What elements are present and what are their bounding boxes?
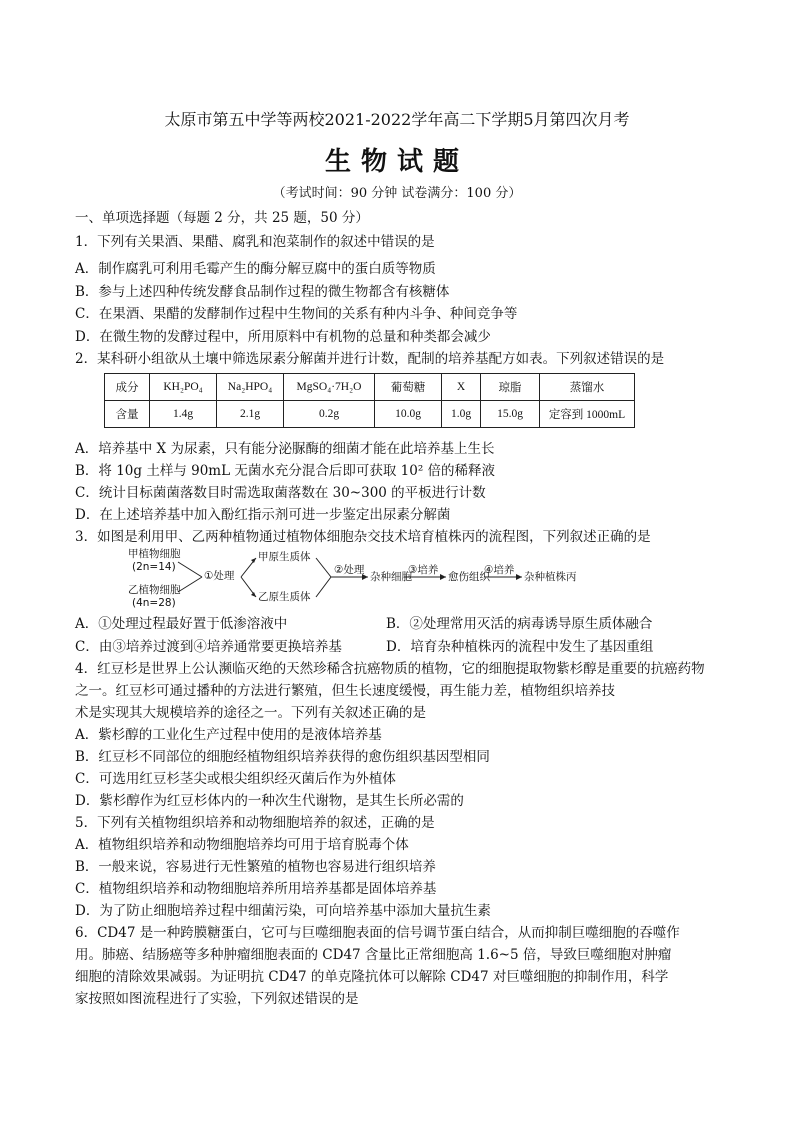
question-4-option-a: A．紫杉醇的工业化生产过程中使用的是液体培养基 (75, 727, 382, 743)
table-cell: 葡萄糖 (375, 374, 442, 401)
flowchart-arrows (128, 548, 588, 610)
table-cell: 琼脂 (481, 374, 540, 401)
table-cell: KH₂PO₄ (150, 374, 217, 401)
table-cell: 1.4g (150, 401, 217, 428)
table-cell: MgSO₄·7H₂O (284, 374, 375, 401)
exam-meta: （考试时间：90 分钟 试卷满分：100 分） (272, 186, 522, 201)
exam-title: 太原市第五中学等两校2021-2022学年高二下学期5月第四次月考 (164, 110, 630, 129)
protoplast-a-label: 甲原生质体 (258, 551, 311, 563)
question-5-option-c: C．植物组织培养和动物细胞培养所用培养基都是固体培养基 (75, 881, 437, 897)
question-4-stem-line-2: 之一。红豆杉可通过播种的方法进行繁殖，但生长速度缓慢，再生能力差，植物组织培养技 (75, 683, 615, 699)
question-5-option-d: D．为了防止细胞培养过程中细菌污染，可向培养基中添加大量抗生素 (75, 903, 491, 919)
table-cell: 成分 (105, 374, 150, 401)
table-cell: 10.0g (375, 401, 442, 428)
question-6-stem-line-2: 用。肺癌、结肠癌等多种肿瘤细胞表面的 CD47 含量比正常细胞高 1.6~5 倍，导致巨噬细胞对肿瘤 (75, 947, 672, 963)
step-3-label: ③培养 (408, 564, 439, 576)
question-1-option-d: D．在微生物的发酵过程中，所用原料中有机物的总量和种类都会减少 (75, 329, 491, 345)
plant-a-cell-label: 甲植物细胞 (128, 548, 181, 560)
question-3-option-a: A．①处理过程最好置于低渗溶液中 (75, 616, 288, 632)
step-1-label: ①处理 (204, 570, 235, 582)
question-5-option-b: B．一般来说，容易进行无性繁殖的植物也容易进行组织培养 (75, 859, 436, 875)
step-2-label: ②处理 (334, 564, 365, 576)
table-cell: 含量 (105, 401, 150, 428)
question-6-stem-line-3: 细胞的清除效果减弱。为证明抗 CD47 的单克隆抗体可以解除 CD47 对巨噬细胞的抑制作用，科学 (75, 969, 669, 985)
table-cell: 2.1g (217, 401, 284, 428)
question-4-stem-line-3: 术是实现其大规模培养的途径之一。下列有关叙述正确的是 (75, 705, 426, 721)
question-6-stem-line-4: 家按照如图流程进行了实验，下列叙述错误的是 (75, 991, 359, 1007)
table-cell: 15.0g (481, 401, 540, 428)
question-1-stem: 1．下列有关果酒、果醋、腐乳和泡菜制作的叙述中错误的是 (75, 234, 435, 250)
step-4-label: ④培养 (484, 564, 515, 576)
table-cell: Na₂HPO₄ (217, 374, 284, 401)
question-3-stem: 3．如图是利用甲、乙两种植物通过植物体细胞杂交技术培育植株丙的流程图，下列叙述正确的是 (75, 529, 651, 545)
hybrid-cell-label: 杂种细胞 (370, 571, 412, 583)
plant-a-ploidy-label: (2n=14) (132, 561, 176, 573)
question-2-stem: 2．某科研小组欲从土壤中筛选尿素分解菌并进行计数，配制的培养基配方如表。下列叙述错误的是 (75, 351, 665, 367)
question-1-option-c: C．在果酒、果醋的发酵制作过程中生物间的关系有种内斗争、种间竞争等 (75, 306, 518, 322)
table-cell: 1.0g (442, 401, 481, 428)
question-4-stem-line-1: 4．红豆杉是世界上公认濒临灭绝的天然珍稀含抗癌物质的植物，它的细胞提取物紫杉醇是重要的抗癌药物 (75, 661, 705, 677)
question-5-option-a: A．植物组织培养和动物细胞培养均可用于培育脱毒个体 (75, 837, 409, 853)
question-4-option-c: C．可选用红豆杉茎尖或根尖组织经灭菌后作为外植体 (75, 771, 396, 787)
medium-recipe-table (104, 373, 635, 428)
subject-title: 生物试题 (324, 147, 469, 177)
callus-label: 愈伤组织 (448, 571, 490, 583)
plant-b-ploidy-label: (4n=28) (132, 597, 176, 609)
question-1-option-a: A．制作腐乳可利用毛霉产生的酶分解豆腐中的蛋白质等物质 (75, 261, 436, 277)
table-cell: 蒸馏水 (540, 374, 635, 401)
question-2-option-c: C．统计目标菌菌落数目时需选取菌落数在 30~300 的平板进行计数 (75, 485, 486, 501)
question-2-option-a: A．培养基中 X 为尿素，只有能分泌脲酶的细菌才能在此培养基上生长 (75, 441, 495, 457)
question-6-stem-line-1: 6．CD47 是一种跨膜糖蛋白，它可与巨噬细胞表面的信号调节蛋白结合，从而抑制巨噬细胞的吞噬作 (75, 925, 680, 941)
protoplast-fusion-flowchart (128, 548, 588, 610)
question-1-option-b: B．参与上述四种传统发酵食品制作过程的微生物都含有核糖体 (75, 284, 450, 300)
question-3-option-c: C．由③培养过渡到④培养通常要更换培养基 (75, 639, 342, 655)
question-4-option-b: B．红豆杉不同部位的细胞经植物组织培养获得的愈伤组织基因型相同 (75, 749, 490, 765)
question-4-option-d: D．紫杉醇作为红豆杉体内的一种次生代谢物，是其生长所必需的 (75, 793, 464, 809)
question-2-option-d: D．在上述培养基中加入酚红指示剂可进一步鉴定出尿素分解菌 (75, 507, 451, 523)
question-3-option-b: B．②处理常用灭活的病毒诱导原生质体融合 (386, 616, 653, 632)
question-2-option-b: B．将 10g 土样与 90mL 无菌水充分混合后即可获取 10² 倍的稀释液 (75, 463, 496, 479)
hybrid-plant-label: 杂种植株丙 (524, 571, 577, 583)
table-cell: X (442, 374, 481, 401)
question-3-option-d: D．培育杂种植株丙的流程中发生了基因重组 (386, 639, 654, 655)
table-cell: 0.2g (284, 401, 375, 428)
table-row (105, 401, 635, 428)
protoplast-b-label: 乙原生质体 (258, 591, 311, 603)
table-row (105, 374, 635, 401)
plant-b-cell-label: 乙植物细胞 (128, 584, 181, 596)
table-cell: 定容到 1000mL (540, 401, 635, 428)
section-heading: 一、单项选择题（每题 2 分，共 25 题，50 分） (75, 210, 369, 226)
question-5-stem: 5．下列有关植物组织培养和动物细胞培养的叙述，正确的是 (75, 815, 435, 831)
